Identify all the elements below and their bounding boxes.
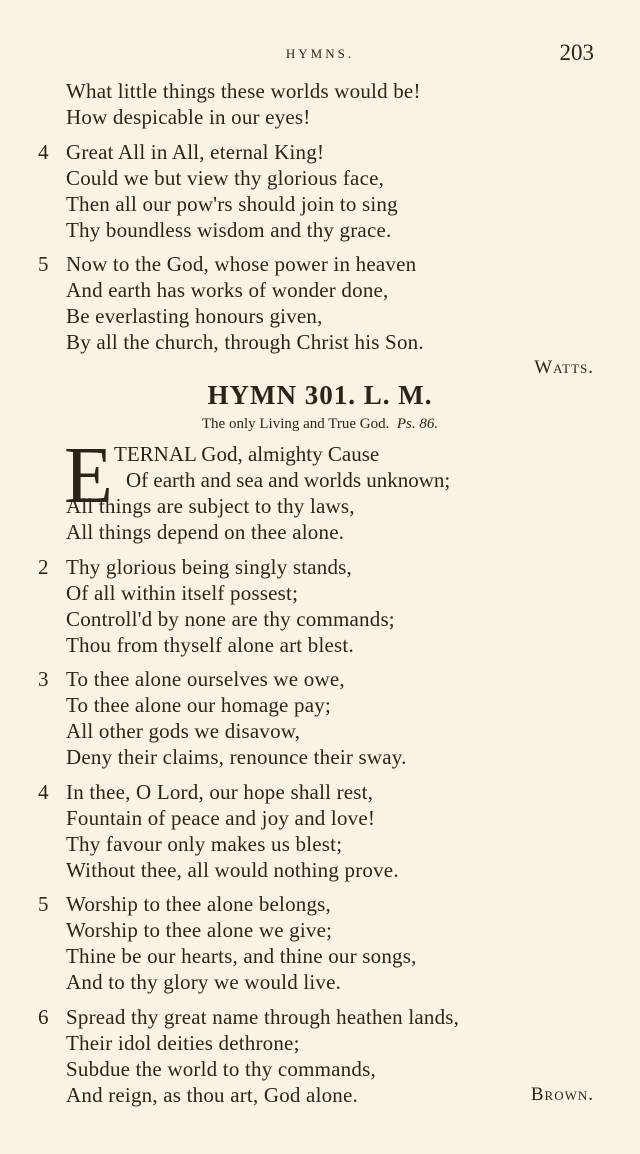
verse-line: Of all within itself possest; — [66, 581, 299, 605]
verse-line: Thy boundless wisdom and thy grace. — [66, 218, 392, 242]
verse-number: 3 — [38, 667, 49, 691]
verse-line: And reign, as thou art, God alone. — [66, 1083, 358, 1107]
author-attribution: Brown. — [530, 1084, 594, 1105]
verse-line: Without thee, all would nothing prove. — [66, 858, 399, 882]
verse-number: 5 — [38, 252, 49, 276]
verse-line: Subdue the world to thy commands, — [66, 1057, 376, 1081]
hymn-title: HYMN 301. L. M. — [207, 380, 433, 410]
verse-line: Their idol deities dethrone; — [66, 1031, 300, 1055]
verse-line: Thou from thyself alone art blest. — [66, 633, 354, 657]
verse-number: 6 — [38, 1005, 49, 1029]
verse-number: 4 — [38, 780, 49, 804]
page-number: 203 — [559, 40, 594, 65]
running-title: HYMNS. — [285, 46, 355, 61]
verse-line: Of earth and sea and worlds unknown; — [126, 468, 451, 492]
verse-line: Thine be our hearts, and thine our songs, — [66, 944, 417, 968]
verse-line: Thy glorious being singly stands, — [66, 555, 353, 579]
verse-number: 5 — [38, 892, 49, 916]
verse-line: How despicable in our eyes! — [66, 105, 311, 129]
scripture-reference: Ps. 86. — [396, 416, 439, 432]
verse-number: 2 — [38, 555, 49, 579]
hymn-theme: The only Living and True God. — [201, 416, 390, 432]
verse-line: Fountain of peace and joy and love! — [66, 806, 376, 830]
verse-line: Deny their claims, renounce their sway. — [66, 745, 407, 769]
verse-line: All things depend on thee alone. — [66, 520, 345, 544]
verse-number: 4 — [38, 140, 49, 164]
verse-line: TERNAL God, almighty Cause — [114, 442, 380, 466]
verse-line: In thee, O Lord, our hope shall rest, — [66, 780, 374, 804]
page-header — [0, 40, 640, 68]
verse-line: What little things these worlds would be! — [66, 79, 421, 103]
verse-line: To thee alone our homage pay; — [66, 693, 331, 717]
verse-line: Then all our pow'rs should join to sing — [66, 192, 398, 216]
drop-cap: E — [64, 432, 113, 520]
verse-line: And earth has works of wonder done, — [66, 278, 389, 302]
verse-line: All other gods we disavow, — [66, 719, 301, 743]
author-attribution: Watts. — [534, 357, 594, 378]
verse-line: And to thy glory we would live. — [66, 970, 342, 994]
verse-line: Be everlasting honours given, — [66, 304, 323, 328]
verse-line: Great All in All, eternal King! — [66, 140, 325, 164]
verse-line: To thee alone ourselves we owe, — [66, 667, 345, 691]
hymn-subtitle — [0, 416, 640, 433]
verse-line: Now to the God, whose power in heaven — [66, 252, 417, 276]
verse-line: Spread thy great name through heathen lands, — [66, 1005, 460, 1029]
verse-line: Worship to thee alone we give; — [66, 918, 333, 942]
verse-line: All things are subject to thy laws, — [66, 494, 355, 518]
verse-line: Could we but view thy glorious face, — [66, 166, 385, 190]
verse-line: Controll'd by none are thy commands; — [66, 607, 395, 631]
verse-line: By all the church, through Christ his Son. — [66, 330, 424, 354]
verse-line: Thy favour only makes us blest; — [66, 832, 343, 856]
verse-line: Worship to thee alone belongs, — [66, 892, 332, 916]
